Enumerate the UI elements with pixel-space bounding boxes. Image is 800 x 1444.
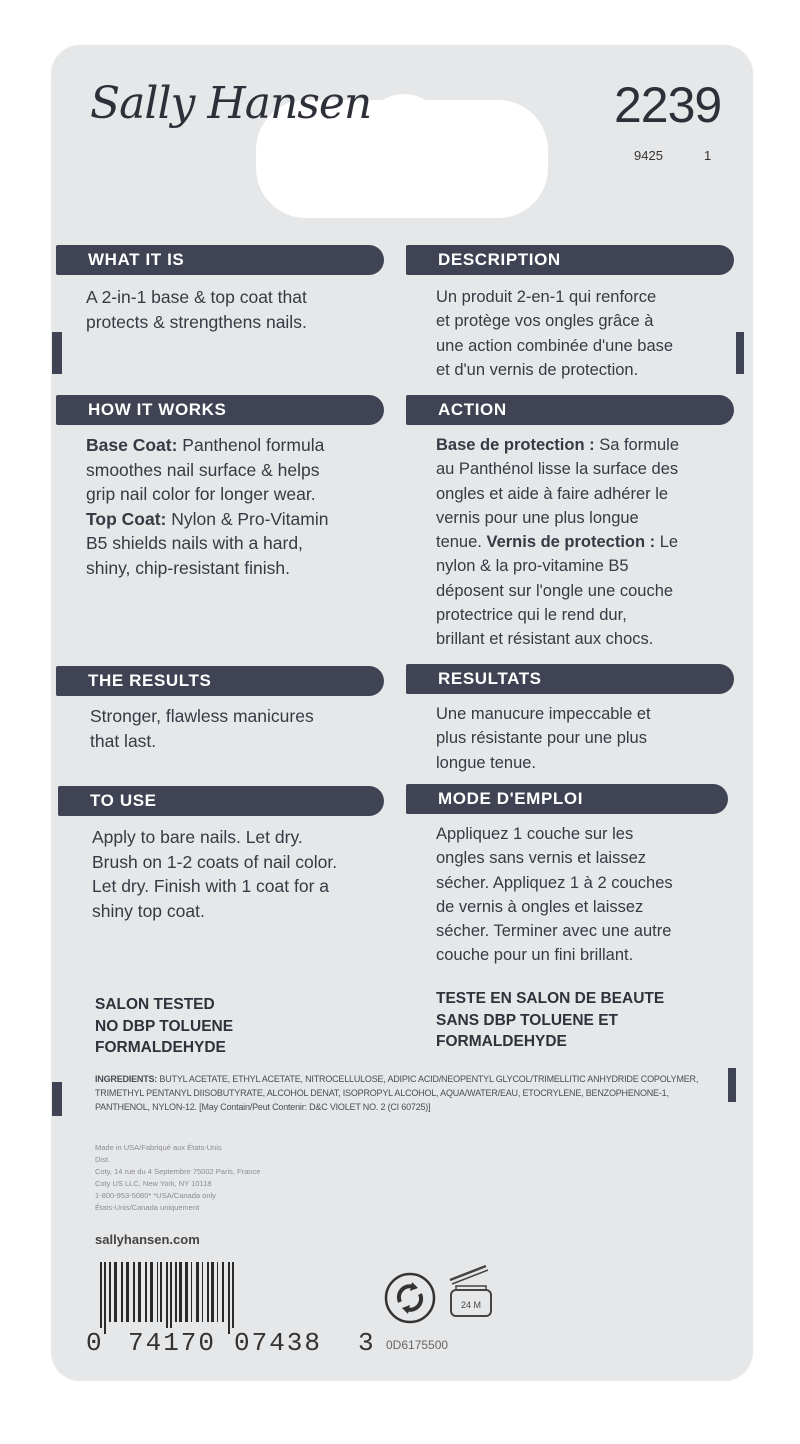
barcode-left-digits: 74170 xyxy=(128,1328,217,1358)
section-heading-resultats: RESULTATS xyxy=(406,664,734,694)
section-heading-description: DESCRIPTION xyxy=(406,245,734,275)
results-text: Stronger, flawless manicures that last. xyxy=(90,706,314,751)
ingredients-text: BUTYL ACETATE, ETHYL ACETATE, NITROCELLULOSE, ADIPIC ACID/NEOPENTYL GLYCOL/TRIMELLITIC ANHYDRIDE COPOLYMER, TRIMETHYL PENTANYL DIISOBUTYRATE, ALCOHOL DENAT, ISOPROPYL ALCOHOL, AQUA/WATER/EAU, ETOCRYLENE, BENZOPHENONE-1, PANTHENOL, NYLON-12. [May Contain/Peut Contenir: D&C VIOLET NO. 2 (CI 60725)] xyxy=(95,1074,699,1112)
edge-mark xyxy=(52,1082,62,1116)
ingredients-list xyxy=(95,1072,715,1114)
edge-mark xyxy=(728,1068,736,1102)
product-code: 2239 xyxy=(614,77,722,133)
action-text: Base de protection : Sa formule au Panthénol lisse la surface des ongles et aide à faire adhérer le vernis pour une plus longue tenue. Vernis de protection : Le nylon & la pro-vitamine B5 déposent sur l'ongle une couche protectrice qui le rend dur, brillant et résistant aux chocs. xyxy=(436,436,679,649)
what-it-is-text: A 2-in-1 base & top coat that protects & strengthens nails. xyxy=(86,287,307,332)
section-heading-results: THE RESULTS xyxy=(56,666,384,696)
recycle-icon xyxy=(384,1272,436,1324)
barcode-right-digits: 07438 xyxy=(234,1328,323,1358)
lot-code: 0D6175500 xyxy=(386,1338,449,1352)
edge-mark xyxy=(52,332,62,374)
resultats-text: Une manucure impeccable et plus résistante pour une plus longue tenue. xyxy=(436,705,651,772)
to-use-text: Apply to bare nails. Let dry. Brush on 1-2 coats of nail color. Let dry. Finish with 1 coat for a shiny top coat. xyxy=(92,827,338,921)
ingredients-label: INGREDIENTS: xyxy=(95,1074,158,1084)
brand-logo: Sally Hansen xyxy=(90,78,372,129)
sub-code-a: 9425 xyxy=(634,148,663,163)
barcode-check-digit: 3 xyxy=(358,1328,374,1358)
section-heading-to-use: TO USE xyxy=(58,786,384,816)
how-it-works-text: Base Coat: Panthenol formula smoothes nail surface & helps grip nail color for longer wear. Top Coat: Nylon & Pro-Vitamin B5 shields nails with a hard, shiny, chip-resistant finish. xyxy=(86,435,329,578)
claims-en: SALON TESTED NO DBP TOLUENE FORMALDEHYDE xyxy=(95,996,234,1056)
claims-fr: TESTE EN SALON DE BEAUTE SANS DBP TOLUENE ET FORMALDEHYDE xyxy=(436,990,665,1050)
pao-jar-icon xyxy=(446,1262,496,1322)
barcode xyxy=(96,1262,362,1334)
section-heading-mode-emploi: MODE D'EMPLOI xyxy=(406,784,728,814)
mode-emploi-text: Appliquez 1 couche sur les ongles sans vernis et laissez sécher. Appliquez 1 à 2 couches de vernis à ongles et laissez sécher. Terminer avec une autre couche pour un fini brillant. xyxy=(436,825,673,965)
section-heading-what-it-is: WHAT IT IS xyxy=(56,245,384,275)
section-heading-how-it-works: HOW IT WORKS xyxy=(56,395,384,425)
edge-mark xyxy=(736,332,744,374)
manufacturer-info: Made in USA/Fabriqué aux États-Unis Dist. Coty, 14 rue du 4 Septembre 75002 Paris, France Coty US LLC, New York, NY 10118 1-800-953-5080* *USA/Canada only États-Unis/Canada uniquement xyxy=(95,1143,261,1212)
barcode-lead-digit: 0 xyxy=(86,1328,102,1358)
website-link: sallyhansen.com xyxy=(95,1232,200,1247)
sub-code-b: 1 xyxy=(704,148,712,163)
section-heading-action: ACTION xyxy=(406,395,734,425)
description-text: Un produit 2-en-1 qui renforce et protège vos ongles grâce à une action combinée d'une base et d'un vernis de protection. xyxy=(436,288,674,379)
svg-text:24 M: 24 M xyxy=(460,1300,482,1310)
